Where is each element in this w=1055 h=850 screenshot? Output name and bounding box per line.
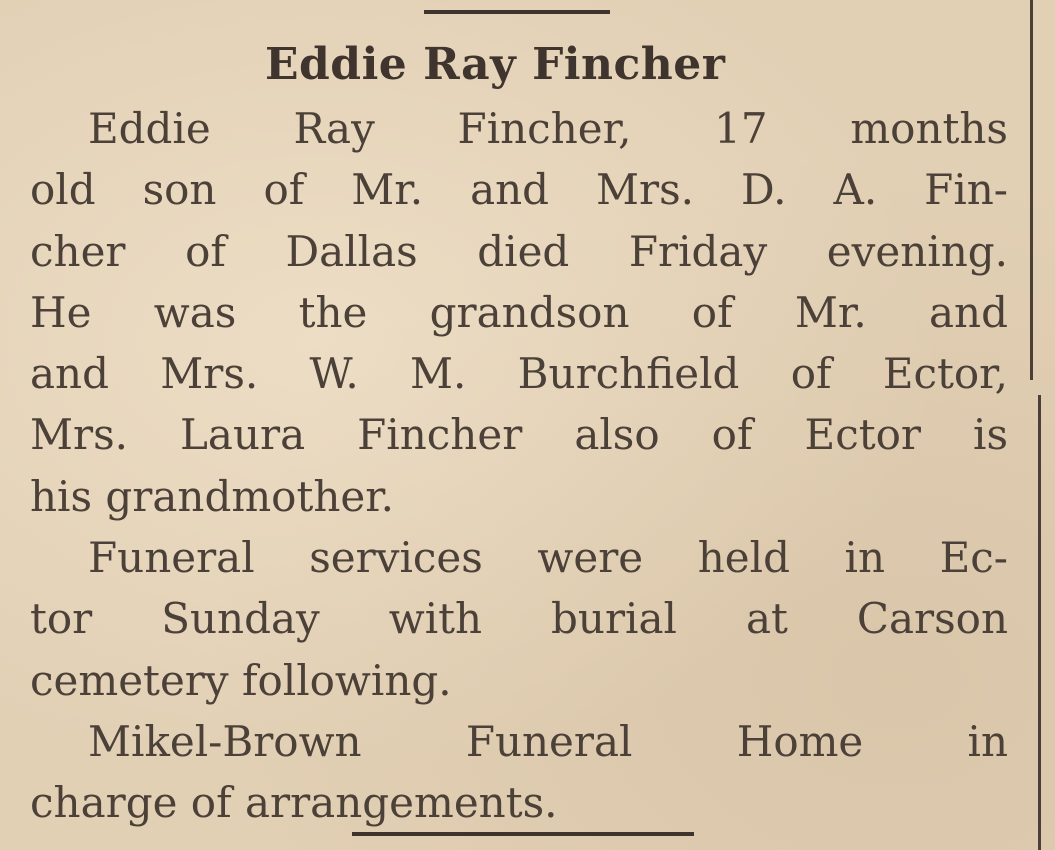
text-line: his grandmother. (30, 471, 395, 521)
top-rule (424, 10, 610, 14)
text-line: cemetery following. (30, 655, 452, 705)
text-line: tor Sunday with burial at Carson (30, 594, 1008, 644)
text-line: old son of Mr. and Mrs. D. A. Fin- (30, 165, 1008, 215)
text-line: Funeral services were held in Ec- (88, 533, 1008, 583)
text-line: He was the grandson of Mr. and (30, 287, 1008, 337)
text-line: charge of arrangements. (30, 778, 558, 828)
bottom-rule (352, 832, 694, 836)
column-divider-lower (1038, 395, 1041, 850)
text-line: Mikel-Brown Funeral Home in (88, 716, 1008, 766)
text-line: Eddie Ray Fincher, 17 months (88, 104, 1008, 153)
column-divider-upper (1030, 0, 1033, 380)
obituary-headline: Eddie Ray Fincher (265, 39, 726, 90)
text-line: and Mrs. W. M. Burchfield of Ector, (30, 349, 1008, 399)
text-line: Mrs. Laura Fincher also of Ector is (30, 410, 1008, 460)
obituary-body (30, 98, 1008, 834)
text-line: cher of Dallas died Friday evening. (30, 226, 1008, 276)
